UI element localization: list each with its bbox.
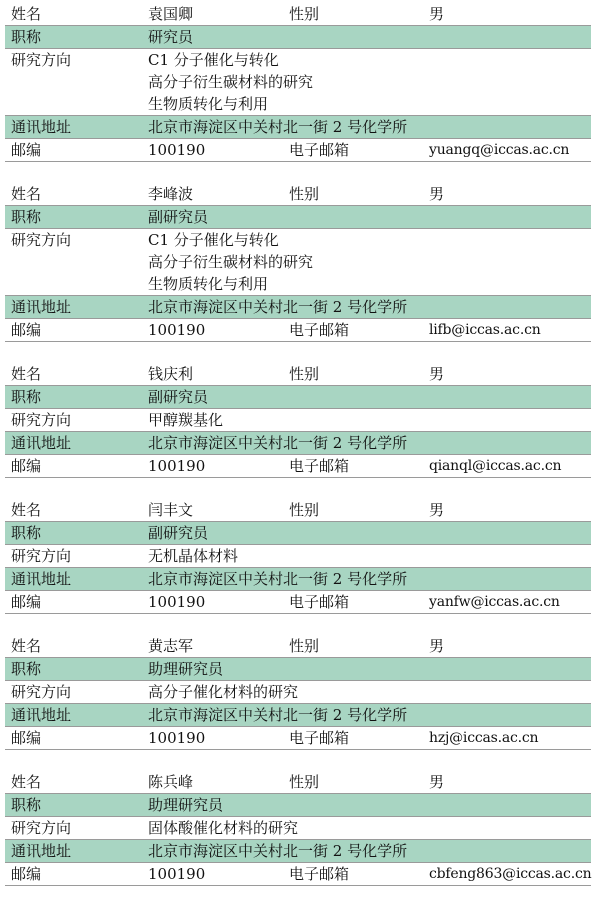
- title-value: 副研究员: [148, 524, 209, 542]
- email-value[interactable]: yuangq@iccas.ac.cn: [429, 142, 570, 158]
- title-label: 职称: [11, 524, 42, 542]
- title-label: 职称: [11, 208, 42, 226]
- research-label: 研究方向: [11, 683, 72, 701]
- staff-record: [5, 363, 591, 478]
- email-value[interactable]: lifb@iccas.ac.cn: [429, 322, 541, 338]
- address-value: 北京市海淀区中关村北一街 2 号化学所: [148, 706, 408, 724]
- staff-record: [5, 183, 591, 342]
- title-label: 职称: [11, 388, 42, 406]
- address-label: 通讯地址: [11, 298, 72, 316]
- postcode-label: 邮编: [11, 141, 42, 159]
- email-label: 电子邮箱: [289, 593, 350, 611]
- postcode-label: 邮编: [11, 457, 42, 475]
- gender-label: 性别: [289, 365, 320, 383]
- research-lines: [142, 409, 591, 431]
- name-value: 闫丰文: [148, 501, 194, 519]
- research-lines: [142, 229, 591, 295]
- name-row: [5, 363, 591, 386]
- gender-value: 男: [429, 637, 445, 655]
- gender-label: 性别: [289, 773, 320, 791]
- research-lines: [142, 681, 591, 703]
- title-row: [5, 386, 591, 409]
- address-label: 通讯地址: [11, 434, 72, 452]
- gender-label: 性别: [289, 501, 320, 519]
- address-value: 北京市海淀区中关村北一街 2 号化学所: [148, 434, 408, 452]
- gender-label: 性别: [289, 637, 320, 655]
- email-value[interactable]: cbfeng863@iccas.ac.cn: [429, 866, 592, 882]
- email-label: 电子邮箱: [289, 457, 350, 475]
- research-item: C1 分子催化与转化: [148, 51, 279, 69]
- research-lines: [142, 49, 591, 115]
- title-value: 助理研究员: [148, 796, 224, 814]
- email-label: 电子邮箱: [289, 729, 350, 747]
- email-label: 电子邮箱: [289, 865, 350, 883]
- address-value: 北京市海淀区中关村北一街 2 号化学所: [148, 842, 408, 860]
- address-value: 北京市海淀区中关村北一街 2 号化学所: [148, 570, 408, 588]
- name-value: 黄志军: [148, 637, 194, 655]
- postcode-label: 邮编: [11, 593, 42, 611]
- name-label: 姓名: [11, 501, 42, 519]
- title-row: [5, 26, 591, 49]
- gender-value: 男: [429, 5, 445, 23]
- postcode-value: 100190: [148, 865, 206, 883]
- postcode-value: 100190: [148, 729, 206, 747]
- name-label: 姓名: [11, 637, 42, 655]
- name-row: [5, 771, 591, 794]
- research-item: 高分子催化材料的研究: [148, 683, 299, 701]
- contact-row: [5, 727, 591, 750]
- contact-row: [5, 591, 591, 614]
- research-item: 无机晶体材料: [148, 547, 239, 565]
- name-row: [5, 183, 591, 206]
- name-row: [5, 499, 591, 522]
- title-value: 研究员: [148, 28, 194, 46]
- research-item: 生物质转化与利用: [148, 275, 269, 293]
- name-value: 袁国卿: [148, 5, 194, 23]
- address-row: [5, 296, 591, 319]
- staff-record: [5, 771, 591, 886]
- title-label: 职称: [11, 28, 42, 46]
- contact-row: [5, 139, 591, 162]
- contact-row: [5, 863, 591, 886]
- postcode-value: 100190: [148, 141, 206, 159]
- address-label: 通讯地址: [11, 118, 72, 136]
- research-row: [5, 409, 591, 432]
- gender-value: 男: [429, 365, 445, 383]
- research-label: 研究方向: [11, 547, 72, 565]
- title-row: [5, 522, 591, 545]
- name-label: 姓名: [11, 5, 42, 23]
- title-row: [5, 658, 591, 681]
- research-item: 甲醇羰基化: [148, 411, 224, 429]
- name-label: 姓名: [11, 185, 42, 203]
- title-row: [5, 206, 591, 229]
- contact-row: [5, 319, 591, 342]
- postcode-value: 100190: [148, 457, 206, 475]
- address-label: 通讯地址: [11, 706, 72, 724]
- address-value: 北京市海淀区中关村北一街 2 号化学所: [148, 118, 408, 136]
- postcode-value: 100190: [148, 321, 206, 339]
- address-label: 通讯地址: [11, 570, 72, 588]
- postcode-value: 100190: [148, 593, 206, 611]
- address-label: 通讯地址: [11, 842, 72, 860]
- staff-record: [5, 499, 591, 614]
- name-value: 陈兵峰: [148, 773, 194, 791]
- research-lines: [142, 817, 591, 839]
- title-label: 职称: [11, 660, 42, 678]
- postcode-label: 邮编: [11, 865, 42, 883]
- research-row: [5, 49, 591, 116]
- staff-directory: [5, 3, 591, 907]
- research-label: 研究方向: [11, 411, 72, 429]
- research-row: [5, 229, 591, 296]
- title-row: [5, 794, 591, 817]
- research-lines: [142, 545, 591, 567]
- gender-label: 性别: [289, 185, 320, 203]
- contact-row: [5, 455, 591, 478]
- research-item: 固体酸催化材料的研究: [148, 819, 299, 837]
- email-value[interactable]: yanfw@iccas.ac.cn: [429, 594, 560, 610]
- name-label: 姓名: [11, 365, 42, 383]
- research-row: [5, 681, 591, 704]
- address-row: [5, 840, 591, 863]
- research-label: 研究方向: [11, 819, 72, 837]
- name-value: 李峰波: [148, 185, 194, 203]
- research-item: 生物质转化与利用: [148, 95, 269, 113]
- staff-record: [5, 635, 591, 750]
- name-value: 钱庆利: [148, 365, 194, 383]
- email-label: 电子邮箱: [289, 141, 350, 159]
- address-row: [5, 116, 591, 139]
- address-row: [5, 704, 591, 727]
- gender-value: 男: [429, 501, 445, 519]
- address-value: 北京市海淀区中关村北一街 2 号化学所: [148, 298, 408, 316]
- postcode-label: 邮编: [11, 321, 42, 339]
- gender-label: 性别: [289, 5, 320, 23]
- staff-record: [5, 3, 591, 162]
- name-row: [5, 3, 591, 26]
- research-row: [5, 817, 591, 840]
- research-row: [5, 545, 591, 568]
- email-label: 电子邮箱: [289, 321, 350, 339]
- research-item: 高分子衍生碳材料的研究: [148, 73, 314, 91]
- name-row: [5, 635, 591, 658]
- name-label: 姓名: [11, 773, 42, 791]
- title-label: 职称: [11, 796, 42, 814]
- title-value: 副研究员: [148, 208, 209, 226]
- address-row: [5, 432, 591, 455]
- research-item: C1 分子催化与转化: [148, 231, 279, 249]
- gender-value: 男: [429, 185, 445, 203]
- postcode-label: 邮编: [11, 729, 42, 747]
- research-label: 研究方向: [11, 231, 72, 249]
- title-value: 副研究员: [148, 388, 209, 406]
- email-value[interactable]: qianql@iccas.ac.cn: [429, 458, 562, 474]
- title-value: 助理研究员: [148, 660, 224, 678]
- gender-value: 男: [429, 773, 445, 791]
- address-row: [5, 568, 591, 591]
- email-value[interactable]: hzj@iccas.ac.cn: [429, 730, 539, 746]
- research-item: 高分子衍生碳材料的研究: [148, 253, 314, 271]
- research-label: 研究方向: [11, 51, 72, 69]
